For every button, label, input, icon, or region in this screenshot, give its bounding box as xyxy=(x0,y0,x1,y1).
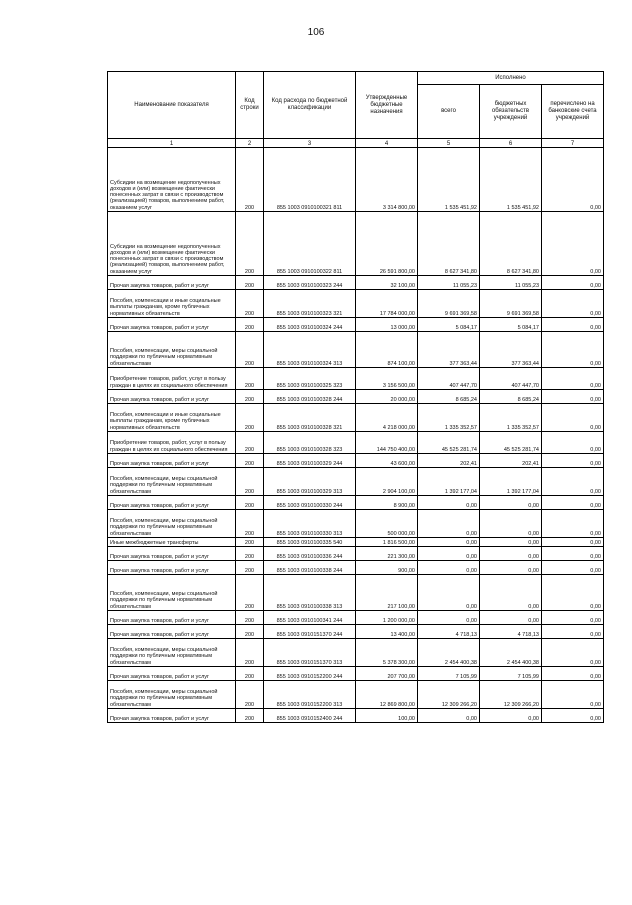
row-total-cell: 202,41 xyxy=(418,454,480,468)
row-transferred-cell: 0,00 xyxy=(542,318,604,332)
row-total-cell: 45 525 281,74 xyxy=(418,432,480,454)
header-total: всего xyxy=(418,85,480,139)
row-budget-code-cell: 855 1003 0910100328 244 xyxy=(264,390,356,404)
table-row xyxy=(108,290,604,318)
header-name: Наименование показателя xyxy=(108,72,236,139)
row-approved-cell: 3 314 800,00 xyxy=(356,148,418,212)
row-name-cell: Прочая закупка товаров, работ и услуг xyxy=(108,709,236,723)
row-approved-cell: 32 100,00 xyxy=(356,276,418,290)
row-institutions-cell: 12 309 266,20 xyxy=(480,681,542,709)
row-transferred-cell: 0,00 xyxy=(542,681,604,709)
row-name-cell: Прочая закупка товаров, работ и услуг xyxy=(108,667,236,681)
row-approved-cell: 4 218 000,00 xyxy=(356,404,418,432)
row-budget-code-cell: 855 1003 0910100330 313 xyxy=(264,510,356,538)
row-approved-cell: 900,00 xyxy=(356,561,418,575)
row-transferred-cell: 0,00 xyxy=(542,547,604,561)
row-approved-cell: 144 750 400,00 xyxy=(356,432,418,454)
row-line-code-cell: 200 xyxy=(236,468,264,496)
row-transferred-cell: 0,00 xyxy=(542,454,604,468)
row-approved-cell: 3 156 500,00 xyxy=(356,368,418,390)
row-institutions-cell: 0,00 xyxy=(480,510,542,538)
row-institutions-cell: 0,00 xyxy=(480,575,542,611)
row-transferred-cell: 0,00 xyxy=(542,404,604,432)
row-line-code-cell: 200 xyxy=(236,496,264,510)
row-transferred-cell: 0,00 xyxy=(542,709,604,723)
row-institutions-cell: 0,00 xyxy=(480,547,542,561)
row-budget-code-cell: 855 1003 0910151370 313 xyxy=(264,639,356,667)
table-row xyxy=(108,404,604,432)
column-number: 5 xyxy=(418,139,480,148)
row-line-code-cell: 200 xyxy=(236,625,264,639)
header-approved: Утвержденные бюджетные назначения xyxy=(356,72,418,139)
row-line-code-cell: 200 xyxy=(236,148,264,212)
row-line-code-cell: 200 xyxy=(236,332,264,368)
table-row xyxy=(108,625,604,639)
header-transferred: перечислено на банковские счета учреждений xyxy=(542,85,604,139)
row-name-cell: Прочая закупка товаров, работ и услуг xyxy=(108,318,236,332)
row-approved-cell: 17 784 000,00 xyxy=(356,290,418,318)
row-line-code-cell: 200 xyxy=(236,575,264,611)
row-approved-cell: 217 100,00 xyxy=(356,575,418,611)
table-row xyxy=(108,454,604,468)
row-name-cell: Субсидии на возмещение недополученных доходов и (или) возмещение фактически понесенных затрат в связи с производством (реализацией) товаров, выполнением работ, оказанием услуг xyxy=(108,148,236,212)
row-budget-code-cell: 855 1003 0910100321 811 xyxy=(264,148,356,212)
row-total-cell: 407 447,70 xyxy=(418,368,480,390)
row-transferred-cell: 0,00 xyxy=(542,332,604,368)
row-transferred-cell: 0,00 xyxy=(542,212,604,276)
row-name-cell: Прочая закупка товаров, работ и услуг xyxy=(108,561,236,575)
row-total-cell: 5 084,17 xyxy=(418,318,480,332)
row-budget-code-cell: 855 1003 0910100338 244 xyxy=(264,561,356,575)
row-institutions-cell: 0,00 xyxy=(480,561,542,575)
row-name-cell: Пособия, компенсации, меры социальной поддержки по публичным нормативным обязательствам xyxy=(108,332,236,368)
row-budget-code-cell: 855 1003 0910152200 244 xyxy=(264,667,356,681)
row-total-cell: 9 691 369,58 xyxy=(418,290,480,318)
row-institutions-cell: 0,00 xyxy=(480,538,542,547)
row-budget-code-cell: 855 1003 0910152200 313 xyxy=(264,681,356,709)
table-row xyxy=(108,496,604,510)
row-approved-cell: 2 904 100,00 xyxy=(356,468,418,496)
row-line-code-cell: 200 xyxy=(236,709,264,723)
row-line-code-cell: 200 xyxy=(236,368,264,390)
row-line-code-cell: 200 xyxy=(236,432,264,454)
row-institutions-cell: 2 454 400,38 xyxy=(480,639,542,667)
row-total-cell: 0,00 xyxy=(418,547,480,561)
row-name-cell: Прочая закупка товаров, работ и услуг xyxy=(108,496,236,510)
column-number: 2 xyxy=(236,139,264,148)
row-approved-cell: 43 600,00 xyxy=(356,454,418,468)
row-institutions-cell: 7 105,99 xyxy=(480,667,542,681)
row-approved-cell: 1 816 500,00 xyxy=(356,538,418,547)
row-transferred-cell: 0,00 xyxy=(542,290,604,318)
table-row xyxy=(108,148,604,212)
column-number: 3 xyxy=(264,139,356,148)
row-transferred-cell: 0,00 xyxy=(542,625,604,639)
row-budget-code-cell: 855 1003 0910100336 244 xyxy=(264,547,356,561)
table-row xyxy=(108,611,604,625)
row-total-cell: 377 363,44 xyxy=(418,332,480,368)
row-name-cell: Прочая закупка товаров, работ и услуг xyxy=(108,390,236,404)
row-institutions-cell: 1 535 451,92 xyxy=(480,148,542,212)
row-institutions-cell: 4 718,13 xyxy=(480,625,542,639)
row-approved-cell: 26 591 800,00 xyxy=(356,212,418,276)
row-total-cell: 4 718,13 xyxy=(418,625,480,639)
row-total-cell: 1 392 177,04 xyxy=(418,468,480,496)
row-budget-code-cell: 855 1003 0910100323 321 xyxy=(264,290,356,318)
row-transferred-cell: 0,00 xyxy=(542,639,604,667)
row-approved-cell: 874 100,00 xyxy=(356,332,418,368)
row-total-cell: 2 454 400,38 xyxy=(418,639,480,667)
table-row xyxy=(108,639,604,667)
row-name-cell: Приобретение товаров, работ, услуг в пользу граждан в целях их социального обеспечения xyxy=(108,432,236,454)
row-budget-code-cell: 855 1003 0910100324 244 xyxy=(264,318,356,332)
table-row xyxy=(108,318,604,332)
row-transferred-cell: 0,00 xyxy=(542,667,604,681)
row-name-cell: Прочая закупка товаров, работ и услуг xyxy=(108,454,236,468)
row-line-code-cell: 200 xyxy=(236,276,264,290)
row-name-cell: Приобретение товаров, работ, услуг в пользу граждан в целях их социального обеспечения xyxy=(108,368,236,390)
row-budget-code-cell: 855 1003 0910100328 323 xyxy=(264,432,356,454)
row-line-code-cell: 200 xyxy=(236,510,264,538)
row-transferred-cell: 0,00 xyxy=(542,496,604,510)
row-line-code-cell: 200 xyxy=(236,611,264,625)
row-budget-code-cell: 855 1003 0910151370 244 xyxy=(264,625,356,639)
table-row xyxy=(108,561,604,575)
header-executed: Исполнено xyxy=(418,72,604,85)
row-name-cell: Пособия, компенсации, меры социальной поддержки по публичным нормативным обязательствам xyxy=(108,681,236,709)
row-transferred-cell: 0,00 xyxy=(542,390,604,404)
row-total-cell: 8 627 341,80 xyxy=(418,212,480,276)
column-number: 1 xyxy=(108,139,236,148)
row-institutions-cell: 5 084,17 xyxy=(480,318,542,332)
row-total-cell: 0,00 xyxy=(418,575,480,611)
row-total-cell: 11 055,23 xyxy=(418,276,480,290)
table-row xyxy=(108,667,604,681)
header-budget-code: Код расхода по бюджетной классификации xyxy=(264,72,356,139)
row-approved-cell: 100,00 xyxy=(356,709,418,723)
row-approved-cell: 5 378 300,00 xyxy=(356,639,418,667)
row-institutions-cell: 8 627 341,80 xyxy=(480,212,542,276)
row-total-cell: 0,00 xyxy=(418,709,480,723)
row-name-cell: Пособия, компенсации и иные социальные выплаты гражданам, кроме публичных нормативных обязательств xyxy=(108,290,236,318)
row-institutions-cell: 1 335 352,57 xyxy=(480,404,542,432)
table-row xyxy=(108,468,604,496)
row-name-cell: Прочая закупка товаров, работ и услуг xyxy=(108,625,236,639)
row-institutions-cell: 45 525 281,74 xyxy=(480,432,542,454)
row-name-cell: Пособия, компенсации и иные социальные выплаты гражданам, кроме публичных нормативных обязательств xyxy=(108,404,236,432)
row-transferred-cell: 0,00 xyxy=(542,538,604,547)
row-institutions-cell: 1 392 177,04 xyxy=(480,468,542,496)
row-budget-code-cell: 855 1003 0910100338 313 xyxy=(264,575,356,611)
row-approved-cell: 500 000,00 xyxy=(356,510,418,538)
row-transferred-cell: 0,00 xyxy=(542,468,604,496)
row-name-cell: Прочая закупка товаров, работ и услуг xyxy=(108,547,236,561)
row-name-cell: Субсидии на возмещение недополученных доходов и (или) возмещение фактически понесенных затрат в связи с производством (реализацией) товаров, выполнением работ, оказанием услуг xyxy=(108,212,236,276)
row-line-code-cell: 200 xyxy=(236,454,264,468)
row-budget-code-cell: 855 1003 0910152400 244 xyxy=(264,709,356,723)
row-line-code-cell: 200 xyxy=(236,212,264,276)
row-budget-code-cell: 855 1003 0910100325 323 xyxy=(264,368,356,390)
row-name-cell: Иные межбюджетные трансферты xyxy=(108,538,236,547)
row-institutions-cell: 0,00 xyxy=(480,611,542,625)
row-total-cell: 1 335 352,57 xyxy=(418,404,480,432)
row-institutions-cell: 9 691 369,58 xyxy=(480,290,542,318)
row-name-cell: Пособия, компенсации, меры социальной поддержки по публичным нормативным обязательствам xyxy=(108,468,236,496)
row-total-cell: 8 685,24 xyxy=(418,390,480,404)
row-name-cell: Пособия, компенсации, меры социальной поддержки по публичным нормативным обязательствам xyxy=(108,510,236,538)
table-row xyxy=(108,432,604,454)
row-approved-cell: 12 869 800,00 xyxy=(356,681,418,709)
table-row xyxy=(108,709,604,723)
column-number-row xyxy=(108,139,604,148)
row-institutions-cell: 8 685,24 xyxy=(480,390,542,404)
table-row xyxy=(108,212,604,276)
row-name-cell: Прочая закупка товаров, работ и услуг xyxy=(108,611,236,625)
row-transferred-cell: 0,00 xyxy=(542,510,604,538)
column-number: 7 xyxy=(542,139,604,148)
row-total-cell: 0,00 xyxy=(418,561,480,575)
row-total-cell: 12 309 266,20 xyxy=(418,681,480,709)
table-row xyxy=(108,547,604,561)
row-budget-code-cell: 855 1003 0910100329 313 xyxy=(264,468,356,496)
row-name-cell: Пособия, компенсации, меры социальной поддержки по публичным нормативным обязательствам xyxy=(108,639,236,667)
row-budget-code-cell: 855 1003 0910100341 244 xyxy=(264,611,356,625)
row-line-code-cell: 200 xyxy=(236,290,264,318)
row-name-cell: Пособия, компенсации, меры социальной поддержки по публичным нормативным обязательствам xyxy=(108,575,236,611)
row-budget-code-cell: 855 1003 0910100324 313 xyxy=(264,332,356,368)
row-budget-code-cell: 855 1003 0910100323 244 xyxy=(264,276,356,290)
row-total-cell: 7 105,99 xyxy=(418,667,480,681)
row-line-code-cell: 200 xyxy=(236,681,264,709)
row-approved-cell: 221 300,00 xyxy=(356,547,418,561)
row-transferred-cell: 0,00 xyxy=(542,368,604,390)
row-budget-code-cell: 855 1003 0910100335 540 xyxy=(264,538,356,547)
table-row xyxy=(108,368,604,390)
row-total-cell: 0,00 xyxy=(418,611,480,625)
row-approved-cell: 1 200 000,00 xyxy=(356,611,418,625)
row-line-code-cell: 200 xyxy=(236,538,264,547)
header-line-code: Код строки xyxy=(236,72,264,139)
row-transferred-cell: 0,00 xyxy=(542,148,604,212)
row-institutions-cell: 0,00 xyxy=(480,709,542,723)
table-row xyxy=(108,575,604,611)
row-line-code-cell: 200 xyxy=(236,639,264,667)
row-institutions-cell: 377 363,44 xyxy=(480,332,542,368)
row-line-code-cell: 200 xyxy=(236,667,264,681)
table-body xyxy=(108,148,604,723)
row-name-cell: Прочая закупка товаров, работ и услуг xyxy=(108,276,236,290)
row-institutions-cell: 202,41 xyxy=(480,454,542,468)
row-total-cell: 0,00 xyxy=(418,510,480,538)
row-budget-code-cell: 855 1003 0910100328 321 xyxy=(264,404,356,432)
row-transferred-cell: 0,00 xyxy=(542,432,604,454)
table-row xyxy=(108,510,604,538)
row-budget-code-cell: 855 1003 0910100322 811 xyxy=(264,212,356,276)
table-row xyxy=(108,681,604,709)
budget-execution-table xyxy=(107,71,604,723)
header-institutions: бюджетных обязательств учреждений xyxy=(480,85,542,139)
row-institutions-cell: 0,00 xyxy=(480,496,542,510)
row-approved-cell: 207 700,00 xyxy=(356,667,418,681)
row-approved-cell: 13 400,00 xyxy=(356,625,418,639)
row-institutions-cell: 11 055,23 xyxy=(480,276,542,290)
row-transferred-cell: 0,00 xyxy=(542,561,604,575)
column-number: 6 xyxy=(480,139,542,148)
table-row xyxy=(108,276,604,290)
table-row xyxy=(108,332,604,368)
row-transferred-cell: 0,00 xyxy=(542,575,604,611)
page-number: 106 xyxy=(307,27,325,38)
row-line-code-cell: 200 xyxy=(236,561,264,575)
row-transferred-cell: 0,00 xyxy=(542,276,604,290)
row-budget-code-cell: 855 1003 0910100329 244 xyxy=(264,454,356,468)
table-row xyxy=(108,538,604,547)
table-row xyxy=(108,390,604,404)
row-approved-cell: 8 900,00 xyxy=(356,496,418,510)
row-total-cell: 0,00 xyxy=(418,496,480,510)
row-total-cell: 1 535 451,92 xyxy=(418,148,480,212)
row-line-code-cell: 200 xyxy=(236,404,264,432)
row-approved-cell: 20 000,00 xyxy=(356,390,418,404)
row-line-code-cell: 200 xyxy=(236,547,264,561)
row-total-cell: 0,00 xyxy=(418,538,480,547)
row-institutions-cell: 407 447,70 xyxy=(480,368,542,390)
column-number: 4 xyxy=(356,139,418,148)
row-approved-cell: 13 000,00 xyxy=(356,318,418,332)
row-transferred-cell: 0,00 xyxy=(542,611,604,625)
row-budget-code-cell: 855 1003 0910100330 244 xyxy=(264,496,356,510)
row-line-code-cell: 200 xyxy=(236,318,264,332)
row-line-code-cell: 200 xyxy=(236,390,264,404)
